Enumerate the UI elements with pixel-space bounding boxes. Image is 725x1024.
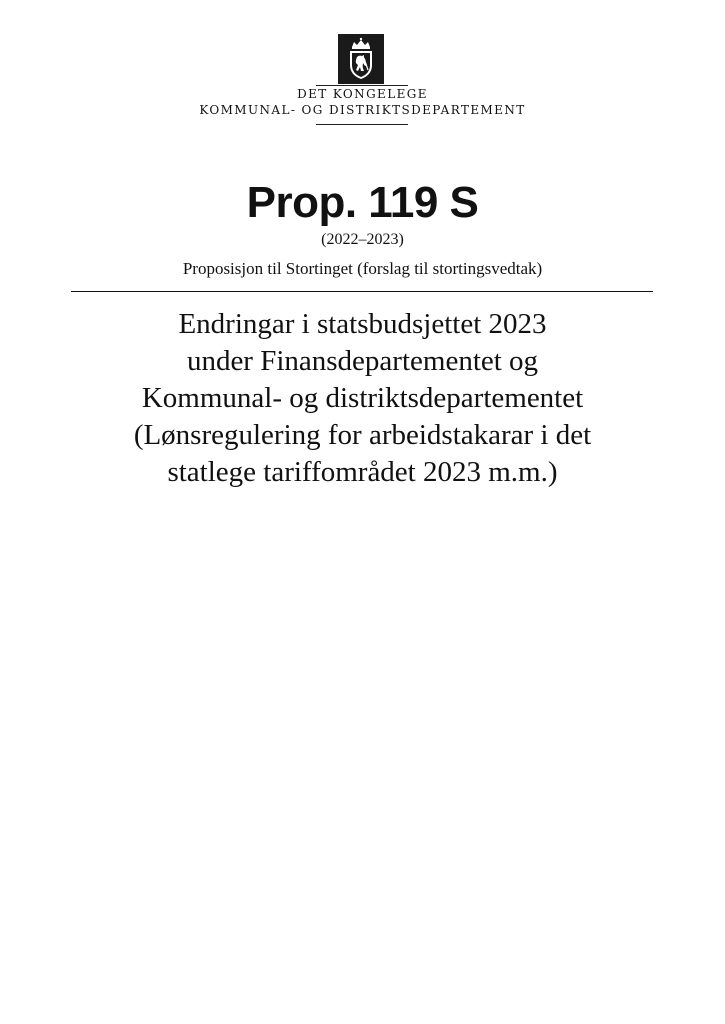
main-title-line: Endringar i statsbudsjettet 2023 <box>178 308 547 340</box>
main-title <box>0 306 725 491</box>
department-name-line1: DET KONGELEGE <box>297 87 428 101</box>
proposition-subtitle: Proposisjon til Stortinget (forslag til stortingsvedtak) <box>182 259 543 278</box>
main-title-line: under Finansdepartementet og <box>186 345 539 377</box>
proposition-title: Prop. 119 S <box>246 178 479 227</box>
department-rule-bottom <box>316 124 408 125</box>
main-title-line: statlege tariffområdet 2023 m.m.) <box>167 456 558 488</box>
horizontal-divider <box>71 291 653 292</box>
session-years: (2022–2023) <box>321 231 404 248</box>
department-name-line2: KOMMUNAL- OG DISTRIKTSDEPARTEMENT <box>199 103 526 117</box>
coat-of-arms-icon <box>338 34 384 84</box>
main-title-line: Kommunal- og distriktsdepartementet <box>141 382 584 414</box>
department-rule-top <box>316 85 408 86</box>
main-title-line: (Lønsregulering for arbeidstakarar i det <box>133 419 592 451</box>
